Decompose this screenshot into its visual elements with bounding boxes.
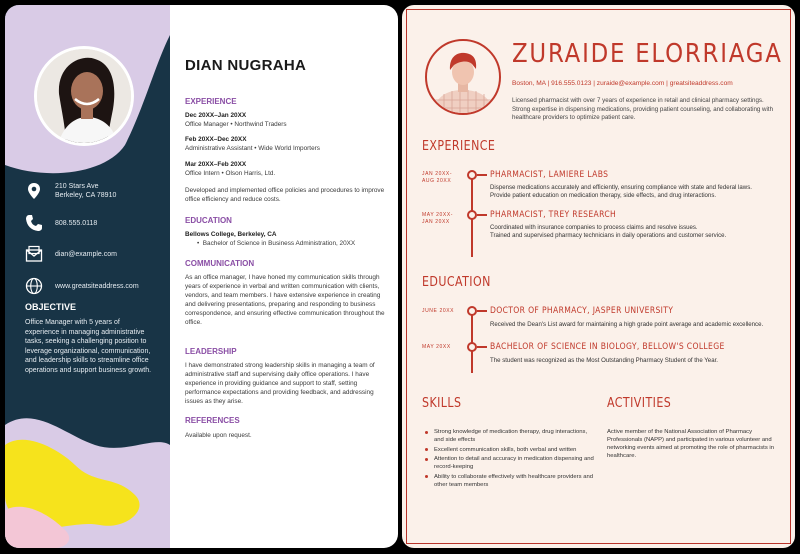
website-text: www.greatsiteaddress.com [55, 282, 139, 290]
experience-summary: Developed and implemented office policies and procedures to improve office efficiency and reduce costs. [185, 187, 385, 203]
degree-text: • Bachelor of Science in Business Administration, 20XX [197, 240, 356, 247]
job-1 [185, 111, 390, 129]
avatar-illustration [424, 38, 502, 116]
education-heading: EDUCATION [422, 275, 491, 290]
experience-2-desc [490, 224, 780, 241]
timeline-tick [477, 174, 487, 176]
phone-text: 808.555.0118 [55, 219, 98, 227]
objective-heading: OBJECTIVE [25, 302, 77, 312]
resume-dian-nugraha [5, 5, 398, 548]
email-icon [25, 245, 43, 263]
job-role: Office Intern • Olson Harris, Ltd. [185, 170, 276, 177]
candidate-name: ZURAIDE ELORRIAGA [512, 39, 783, 69]
job-2 [185, 135, 390, 153]
candidate-name: DIAN NUGRAHA [185, 57, 307, 74]
timeline-dot [467, 210, 477, 220]
references-text: Available upon request. [185, 432, 252, 439]
email-text: dian@example.com [55, 250, 117, 258]
desc-line: Trained and supervised pharmacy technicians in daily operations and customer service. [490, 232, 727, 240]
skill-item: Attention to detail and accuracy in medication dispensing and record-keeping [422, 455, 597, 471]
contact-line: Boston, MA | 916.555.0123 | zuraide@example.com | greatsiteaddress.com [512, 80, 733, 87]
education-1-desc: Received the Dean's List award for maintaining a high grade point average and academic excellence. [490, 321, 764, 328]
experience-1-desc [490, 184, 780, 201]
education-1-date: JUNE 20XX [422, 308, 455, 314]
timeline-dot [467, 170, 477, 180]
activities-heading: ACTIVITIES [607, 396, 672, 411]
job-dates: Feb 20XX–Dec 20XX [185, 136, 247, 143]
education-2-desc: The student was recognized as the Most Outstanding Pharmacy Student of the Year. [490, 357, 718, 364]
timeline-dot [467, 342, 477, 352]
contact-website [25, 277, 165, 295]
experience-heading: EXPERIENCE [185, 97, 237, 106]
experience-2-title: PHARMACIST, TREY RESEARCH [490, 210, 617, 220]
communication-text: As an office manager, I have honed my communication skills through years of experience in verbal and written communication with clients, vendors, and team members. I have extensive experience in creating and delivering presentations, preparing and responding to business correspondence, and ensuring effective communication throughout the office. [185, 274, 385, 326]
education-heading: EDUCATION [185, 216, 232, 225]
experience-heading: EXPERIENCE [422, 139, 496, 154]
resume-zuraide-elorriaga [402, 5, 795, 548]
job-3 [185, 160, 390, 178]
education-2-title: BACHELOR OF SCIENCE IN BIOLOGY, BELLOW'S COLLEGE [490, 342, 725, 352]
leadership-text: I have demonstrated strong leadership skills in managing a team of administrative staff and supervising daily office operations. I have experience in providing guidance and support to staff, setting performance expectations and providing feedback, and addressing issues as they arise. [185, 362, 375, 405]
location-pin-icon [25, 182, 43, 200]
address-line-2: Berkeley, CA 78910 [55, 192, 117, 199]
date-line: AUG 20XX [422, 178, 452, 184]
main-column [185, 5, 390, 548]
skills-list [422, 428, 597, 490]
skill-item: Ability to collaborate effectively with healthcare providers and other team members [422, 473, 597, 489]
summary-text: Licensed pharmacist with over 7 years of experience in retail and clinical pharmacy settings. Strong expertise in dispensing medications, providing patient counseling, and collaborating with healthcare providers to optimize patient care. [512, 97, 774, 122]
contact-address [25, 182, 165, 200]
experience-1-date [422, 171, 466, 185]
sidebar [5, 5, 170, 548]
job-role: Administrative Assistant • Wide World Importers [185, 145, 320, 152]
leadership-heading: LEADERSHIP [185, 347, 237, 356]
school-name: Bellows College, Berkeley, CA [185, 231, 277, 238]
globe-icon [25, 277, 43, 295]
timeline-dot [467, 306, 477, 316]
communication-heading: COMMUNICATION [185, 259, 255, 268]
desc-line: Provide patient education on medication therapy, side effects, and drug interactions. [490, 192, 717, 200]
experience-2-date [422, 212, 466, 226]
phone-icon [25, 214, 43, 232]
degree-label: Bachelor of Science in Business Administration, 20XX [202, 240, 356, 247]
contact-email [25, 245, 165, 263]
date-line: JAN 20XX- [422, 171, 453, 177]
timeline-tick [477, 310, 487, 312]
timeline-tick [477, 346, 487, 348]
desc-line: Coordinated with insurance companies to process claims and resolve issues. [490, 224, 698, 231]
skills-heading: SKILLS [422, 396, 462, 411]
activities-text: Active member of the National Association of Pharmacy Professionals (NAPP) and participated in various volunteer and networking events aimed at promoting the role of pharmacists in healthcare. [607, 429, 774, 459]
skill-item: Strong knowledge of medication therapy, drug interactions, and side effects [422, 428, 597, 444]
experience-1-title: PHARMACIST, LAMIERE LABS [490, 170, 609, 180]
job-role: Office Manager • Northwind Traders [185, 121, 287, 128]
date-line: JAN 20XX [422, 219, 450, 225]
contact-phone [25, 214, 165, 232]
job-dates: Dec 20XX–Jan 20XX [185, 112, 247, 119]
address-line-1: 210 Stars Ave [55, 183, 99, 190]
education-1-title: DOCTOR OF PHARMACY, JASPER UNIVERSITY [490, 306, 674, 316]
profile-photo [34, 46, 134, 146]
timeline-tick [477, 214, 487, 216]
date-line: MAY 20XX- [422, 212, 454, 218]
references-heading: REFERENCES [185, 416, 240, 425]
objective-text: Office Manager with 5 years of experience in managing administrative tasks, seeking a challenging position to leverage organizational, communication, and leadership skills to streamline office operations and support business growth. [25, 319, 152, 374]
education-entry [185, 230, 390, 248]
education-2-date: MAY 20XX [422, 344, 451, 350]
job-dates: Mar 20XX–Feb 20XX [185, 161, 247, 168]
skill-item: Excellent communication skills, both verbal and written [422, 446, 597, 454]
desc-line: Dispense medications accurately and efficiently, ensuring compliance with state and federal laws. [490, 184, 752, 191]
